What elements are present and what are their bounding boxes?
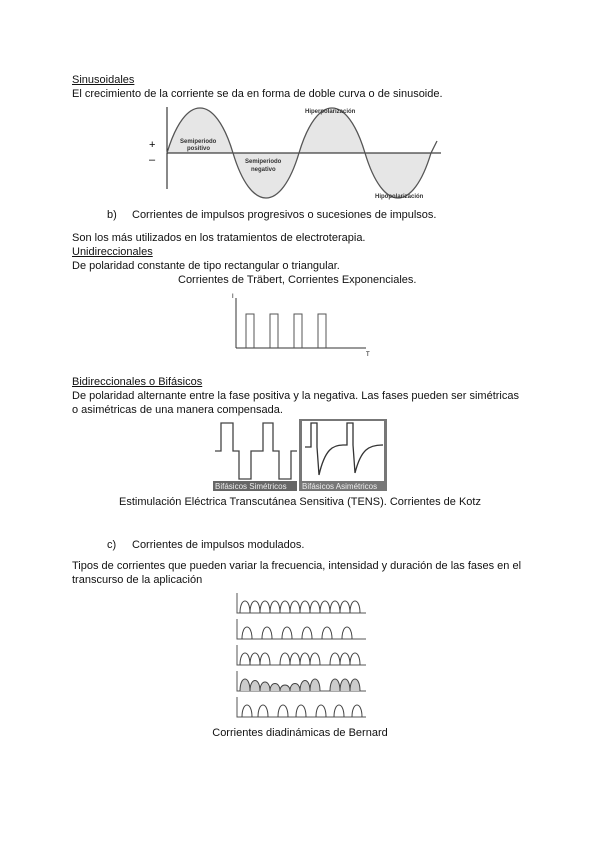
label-positive-1: Semiperiodo [180, 139, 217, 145]
waveform-row-4 [240, 679, 360, 691]
minus-sign: – [149, 154, 156, 166]
section-c-marker: c) [107, 539, 117, 551]
x-axis-label: T [366, 352, 370, 358]
label-positive-2: positivo [187, 146, 211, 152]
modulados-text-2: transcurso de la aplicación [72, 574, 203, 586]
section-c-title: Corrientes de impulsos modulados. [132, 539, 305, 551]
sinusoidales-text: El crecimiento de la corriente se da en forma de doble curva o de sinusoide. [72, 88, 443, 100]
label-negative-1: Semiperiodo [245, 159, 282, 165]
label-hypo: Hipopolarización [375, 194, 424, 200]
sinusoidales-heading: Sinusoidales [72, 74, 135, 86]
unidireccionales-heading: Unidireccionales [72, 246, 153, 258]
waveform-row-2 [242, 627, 352, 639]
bidireccionales-text-2: o asimétricas de una manera compensada. [72, 404, 283, 416]
unidireccionales-text: De polaridad constante de tipo rectangular o triangular. [72, 260, 340, 272]
waveform-row-5 [242, 705, 362, 717]
diadynamic-figure [234, 591, 368, 723]
asymmetric-caption: Bifásicos Asimétricos [302, 482, 378, 491]
label-negative-2: negativo [251, 167, 276, 173]
rectangular-pulse-figure [226, 290, 376, 358]
symmetric-caption: Bifásicos Simétricos [215, 482, 287, 491]
bidireccionales-heading: Bidireccionales o Bifásicos [72, 376, 203, 388]
sinusoid-figure [145, 103, 445, 203]
plus-sign: + [149, 139, 156, 151]
waveform-row-3 [240, 653, 360, 665]
unidireccionales-examples: Corrientes de Träbert, Corrientes Exponenciales. [178, 274, 417, 286]
bidireccionales-examples: Estimulación Eléctrica Transcutánea Sensitiva (TENS). Corrientes de Kotz [119, 496, 481, 508]
pulse-train [246, 314, 326, 348]
section-b-marker: b) [107, 209, 117, 221]
y-axis-label: I [232, 294, 234, 300]
label-hyper: Hiperpolarización [305, 109, 356, 115]
biphasic-figure [213, 419, 387, 491]
waveform-row-1 [240, 601, 360, 613]
section-b-title: Corrientes de impulsos progresivos o sucesiones de impulsos. [132, 209, 437, 221]
bidireccionales-text-1: De polaridad alternante entre la fase positiva y la negativa. Las fases pueden ser simétricas [72, 390, 519, 402]
modulados-caption: Corrientes diadinámicas de Bernard [212, 727, 388, 739]
impulsos-text: Son los más utilizados en los tratamientos de electroterapia. [72, 232, 366, 244]
modulados-text-1: Tipos de corrientes que pueden variar la frecuencia, intensidad y duración de las fases en el [72, 560, 522, 572]
